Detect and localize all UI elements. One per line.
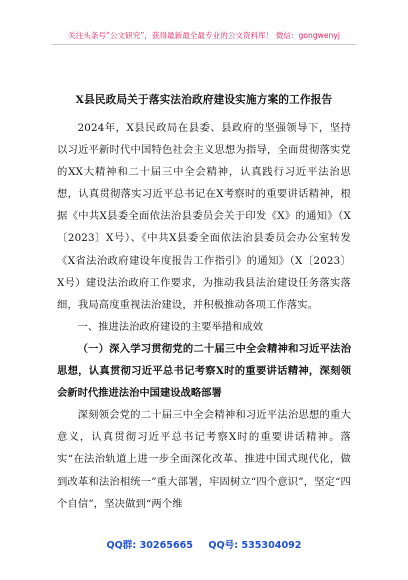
header-divider	[52, 44, 356, 45]
qq-group-text: QQ群: 30265665	[106, 540, 193, 551]
promo-link[interactable]: 关注头条号“公文研究”，获得最新最全最专业的公文资料库！ 微信：gongwenyj	[68, 31, 340, 40]
document-title: X县民政局关于落实法治政府建设实施方案的工作报告	[75, 94, 333, 106]
body-paragraph: 深刻领会党的二十届三中全会精神和习近平法治思想的重大意义，认真贯彻习近平总书记考察X时的重要讲话精神。落实“在法治轨道上进一步全面深化改革、推进中国式现代化，做到改革和法治相统一”重大部署，牢固树立“四个意识”，坚定“四个自信”，坚决做到“两个维	[57, 409, 351, 510]
sub-heading: （一）深入学习贯彻党的二十届三中全会精神和习近平法治思想，认真贯彻习近平总书记考察X时的重要讲话精神，深刻领会新时代推进法治中国建设战略部署	[57, 342, 351, 400]
section-heading: 一、推进法治政府建设的主要举措和成效	[77, 320, 263, 333]
document-body	[57, 114, 351, 515]
page-footer	[0, 537, 408, 551]
page-header	[0, 0, 408, 72]
intro-paragraph: 2024年，X县民政局在县委、县政府的坚强领导下，坚持以习近平新时代中国特色社会主义思想为指导，全面贯彻落实党的XX大精神和二十届三中全会精神，认真践行习近平法治思想，认真贯彻落实习近平总书记在X考察时的重要讲话精神，根据《中共X县委全面依法治县委员会关于印发《X》的通知》（X〔2023〕X号）、《中共X县委全面依法治县委员会办公室转发《X省法治政府建设年度报告工作指引》的通知》（X〔2023〕X号）建设法治政府工作要求，为推动我县法治建设任务落实落细，我局高度重视法治建设，并积极推动各项工作落实。	[57, 122, 351, 311]
qq-number-text: QQ号: 535304092	[208, 540, 302, 551]
